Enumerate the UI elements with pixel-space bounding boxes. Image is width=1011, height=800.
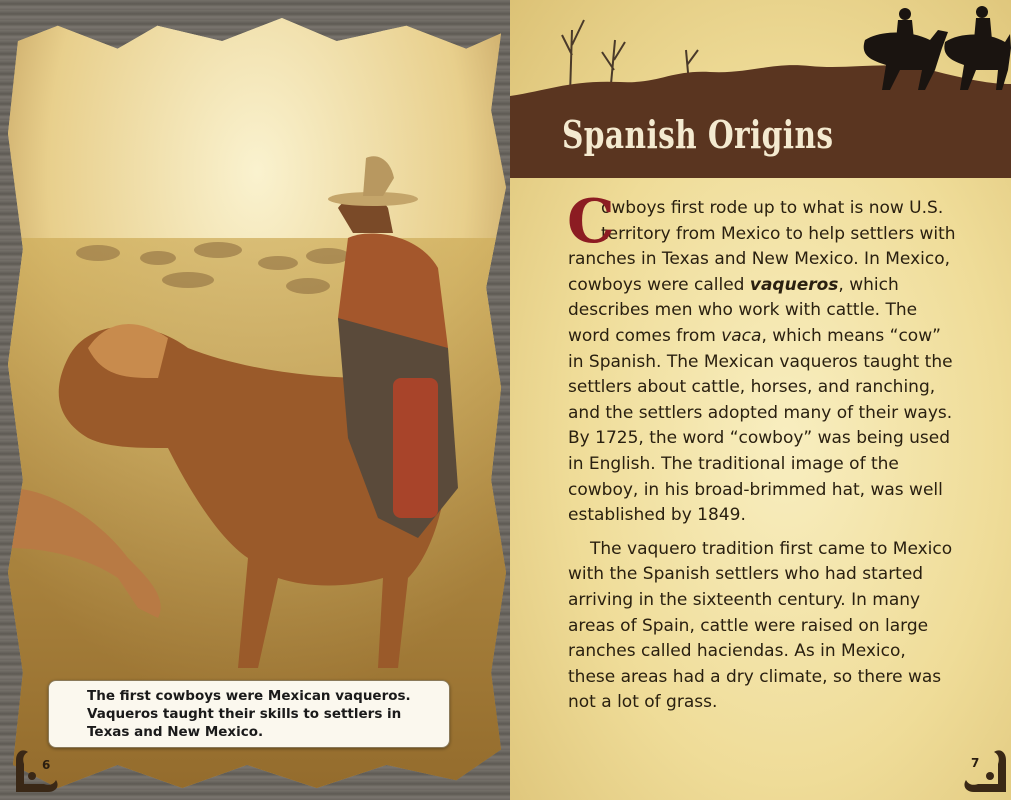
- text-line: settlers about cattle, horses, and ranching,: [568, 377, 936, 398]
- text-run: word comes from: [568, 325, 722, 346]
- text-line: describes men who work with cattle. The: [568, 300, 918, 321]
- text-line: in English. The traditional image of the: [568, 453, 899, 474]
- text-line: areas of Spain, cattle were raised on large: [568, 615, 929, 636]
- text-line: established by 1849.: [568, 505, 746, 526]
- text-line: in Spanish. The Mexican vaqueros taught the: [568, 351, 953, 372]
- text-line: not a lot of grass.: [568, 692, 718, 713]
- text-line: these areas had a dry climate, so there was: [568, 666, 942, 687]
- text-run: , which means “cow”: [761, 325, 941, 346]
- paragraph-2: [568, 537, 993, 716]
- text-line: territory from Mexico to help settlers with: [601, 223, 956, 244]
- text-line: ranches called haciendas. As in Mexico,: [568, 641, 906, 662]
- page-number: 7: [971, 756, 980, 770]
- term-vaca: vaca: [721, 325, 762, 346]
- paragraph-1: [567, 187, 993, 529]
- cowboy-painting-illustration: [8, 18, 506, 788]
- caption-line: Vaqueros taught their skills to settlers in: [87, 706, 402, 722]
- text-run: , which: [838, 274, 899, 295]
- corner-ornament-icon: [950, 740, 1010, 796]
- page-title: Spanish Origins: [562, 112, 834, 157]
- text-line: By 1725, the word “cowboy” was being used: [568, 428, 951, 449]
- right-page: [510, 0, 1011, 800]
- term-vaqueros: vaqueros: [749, 274, 839, 295]
- text-line: [568, 273, 993, 299]
- text-line: The vaquero tradition first came to Mexico: [590, 538, 953, 559]
- caption-line: Texas and New Mexico.: [87, 724, 264, 740]
- page-number: 6: [42, 758, 51, 772]
- body-text: [567, 187, 993, 716]
- text-line: [568, 324, 993, 350]
- text-line: with the Spanish settlers who had started: [568, 564, 924, 585]
- text-line: owboys first rode up to what is now U.S.: [601, 198, 944, 218]
- text-line: and the settlers adopted many of their ways.: [568, 402, 953, 423]
- drop-cap: C: [567, 187, 615, 257]
- text-line: arriving in the sixteenth century. In many: [568, 589, 921, 610]
- text-line: ranches in Texas and New Mexico. In Mexico,: [568, 249, 951, 270]
- parchment-frame: [8, 18, 506, 788]
- text-run: cowboys were called: [568, 274, 750, 295]
- text-line: cowboy, in his broad-brimmed hat, was well: [568, 479, 943, 500]
- caption-line: The first cowboys were Mexican vaqueros.: [87, 688, 411, 704]
- caption-box: [48, 680, 450, 748]
